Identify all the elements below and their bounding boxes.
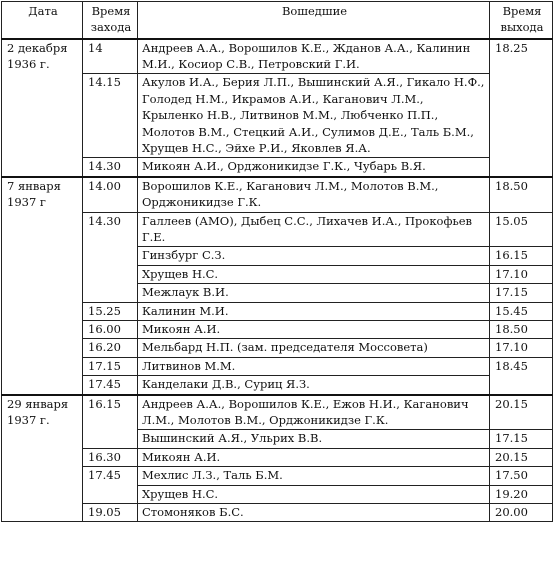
time-in-cell: 16.00 [83,321,138,339]
date-cell: 2 декабря 1936 г. [2,39,83,177]
visitors-cell: Хрущев Н.С. [138,485,490,503]
visitors-cell: Галлеев (АМО), Дыбец С.С., Лихачев И.А., Прокофьев Г.Е. [138,212,490,247]
table-row [2,467,553,485]
header-visitors: Вошедшие [138,2,490,39]
time-out-cell: 20.15 [490,395,553,430]
time-out-cell: 17.15 [490,284,553,302]
visitors-cell: Вышинский А.Я., Ульрих В.В. [138,430,490,448]
time-out-cell: 18.50 [490,177,553,212]
time-out-cell: 19.20 [490,485,553,503]
time-in-cell: 17.45 [83,467,138,504]
time-out-cell: 18.45 [490,357,553,394]
table-row [2,395,553,430]
table-row [2,376,553,395]
time-out-cell: 16.15 [490,247,553,265]
visitors-cell: Литвинов М.М. [138,357,490,375]
time-in-cell: 17.15 [83,357,138,375]
table-row [2,212,553,247]
time-out-cell: 20.15 [490,448,553,466]
time-in-cell: 16.15 [83,395,138,449]
time-out-cell: 17.15 [490,430,553,448]
date-cell: 7 января 1937 г [2,177,83,395]
time-in-cell: 14.30 [83,212,138,302]
time-in-cell: 16.30 [83,448,138,466]
table-row [2,158,553,177]
time-out-cell: 20.00 [490,504,553,522]
visitors-cell: Калинин М.И. [138,302,490,320]
visitors-cell: Микоян А.И., Орджоникидзе Г.К., Чубарь В.Я. [138,158,490,177]
table-row [2,321,553,339]
visitors-cell: Микоян А.И. [138,448,490,466]
visitor-log-table [1,1,553,522]
visitors-cell: Мехлис Л.З., Таль Б.М. [138,467,490,485]
header-time-out: Время выхода [490,2,553,39]
time-in-cell: 14.15 [83,74,138,158]
header-date: Дата [2,2,83,39]
time-out-cell: 15.45 [490,302,553,320]
time-out-cell: 17.50 [490,467,553,485]
table-row [2,504,553,522]
visitors-cell: Гинзбург С.З. [138,247,490,265]
visitors-cell: Стомоняков Б.С. [138,504,490,522]
time-out-cell: 17.10 [490,339,553,357]
time-in-cell: 15.25 [83,302,138,320]
time-out-cell: 15.05 [490,212,553,247]
time-out-cell: 18.50 [490,321,553,339]
visitors-cell: Акулов И.А., Берия Л.П., Вышинский А.Я., Гикало Н.Ф., Голодед Н.М., Икрамов А.И., Каганович Л.М., Крыленко Н.В., Литвинов М.М., Любченко П.П., Молотов В.М., Стецкий А.И., Сулимов Д.Е., Таль Б.М., Хрущев Н.С., Эйхе Р.И., Яковлев Я.А. [138,74,490,158]
visitors-cell: Канделаки Д.В., Суриц Я.З. [138,376,490,395]
visitors-cell: Мельбард Н.П. (зам. председателя Моссовета) [138,339,490,357]
time-out-cell: 17.10 [490,265,553,283]
header-row [2,2,553,39]
table-row [2,74,553,158]
visitors-cell: Андреев А.А., Ворошилов К.Е., Ежов Н.И., Каганович Л.М., Молотов В.М., Орджоникидзе Г.К. [138,395,490,430]
header-time-in: Время захода [83,2,138,39]
visitors-cell: Ворошилов К.Е., Каганович Л.М., Молотов В.М., Орджоникидзе Г.К. [138,177,490,212]
table-row [2,357,553,375]
time-in-cell: 16.20 [83,339,138,357]
time-in-cell: 14 [83,39,138,74]
time-in-cell: 14.30 [83,158,138,177]
time-in-cell: 19.05 [83,504,138,522]
visitors-cell: Межлаук В.И. [138,284,490,302]
table-row [2,39,553,74]
visitors-cell: Микоян А.И. [138,321,490,339]
time-out-cell: 18.25 [490,39,553,177]
table-row [2,448,553,466]
table-row [2,177,553,212]
visitors-cell: Хрущев Н.С. [138,265,490,283]
date-cell: 29 января 1937 г. [2,395,83,522]
time-in-cell: 17.45 [83,376,138,395]
table-row [2,339,553,357]
visitors-cell: Андреев А.А., Ворошилов К.Е., Жданов А.А., Калинин М.И., Косиор С.В., Петровский Г.И. [138,39,490,74]
time-in-cell: 14.00 [83,177,138,212]
table-row [2,302,553,320]
